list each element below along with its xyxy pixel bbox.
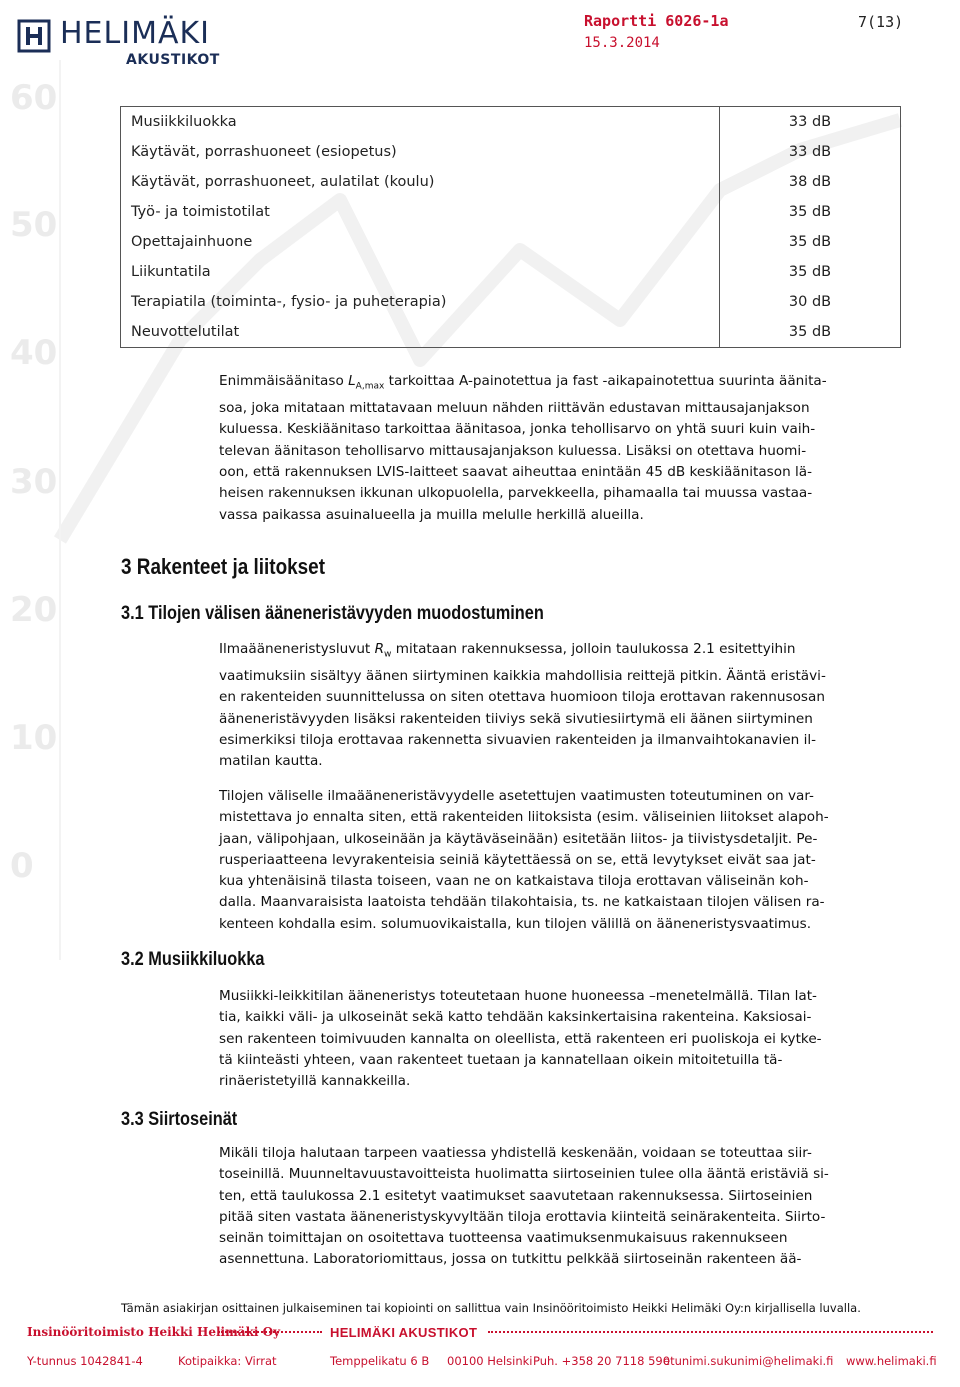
symbol: R: [374, 641, 385, 657]
watermark-number: 30: [10, 462, 58, 502]
symbol: L: [348, 373, 356, 389]
watermark-number: 60: [10, 78, 58, 118]
paragraph-line: rusperiaatteena levyrakenteisia seiniä käytettäessä on se, että levytykset eivät saa jat-: [219, 851, 816, 868]
paragraph-line: dalla. Maanvaraisista laatoista tehdään tilakohtaisia, ts. ne katkaistaan tilojen välisen ra-: [219, 894, 825, 911]
report-title: Raportti 6026-1a: [584, 12, 729, 30]
table-row: [121, 287, 901, 317]
paragraph: [219, 1143, 892, 1271]
logo-subtitle: AKUSTIKOT: [126, 52, 220, 68]
paragraph-line: soa, joka mitataan mittatavaan meluun nähden riittävän edustavan mittausajanjakson: [219, 400, 810, 417]
footer-web-link[interactable]: www.helimaki.fi: [846, 1354, 937, 1368]
text-span: mitataan rakennuksessa, jolloin taulukossa 2.1 esitettyihin: [391, 641, 796, 657]
room-type: Käytävät, porrashuoneet (esiopetus): [121, 137, 720, 167]
requirements-table: [120, 106, 901, 348]
paragraph-line: jaan, välipohjaan, ulkoseinään ja käytäväseinään) esitetään liitos- ja tiivistysdetaljit. Pe-: [219, 830, 818, 847]
paragraph-line: sen rakenteen toimivuuden kannalta on oleellista, että rakenteen eri puoliskoja ei kytke-: [219, 1030, 822, 1047]
watermark-number: 40: [10, 333, 58, 373]
paragraph-line: en rakenteiden suunnittelussa on siten otettava huomioon tiloja erottavan rakennusosan: [219, 689, 825, 706]
subsection-heading: 3.2 Musiikkiluokka: [121, 949, 265, 970]
paragraph-line: oon, että rakennuksen LVIS-laitteet saavat aiheuttaa enintään 45 dB keskiäänitason lä-: [219, 463, 813, 480]
table-row: [121, 257, 901, 287]
room-type: Liikuntatila: [121, 257, 720, 287]
subscript: A,max: [355, 381, 385, 392]
paragraph-line: televan äänitason tehollisarvo mittausajanjakson kuluessa. Lisäksi on otettava huomi-: [219, 442, 807, 459]
paragraph-line: [219, 639, 892, 666]
table-row: [121, 167, 901, 197]
paragraph-line: ten, että taulukossa 2.1 esitetyt vaatimukset saavutetaan rakennuksessa. Siirtoseinien: [219, 1187, 813, 1204]
paragraph-line: tia, kaikki väli- ja ulkoseinät sekä katto tehdään kaksinkertaisina rakenteina. Kaksiosai-: [219, 1009, 812, 1026]
subscript: w: [384, 649, 392, 660]
footer-brand: HELIMÄKI AKUSTIKOT: [330, 1325, 478, 1340]
room-type: Käytävät, porrashuoneet, aulatilat (koulu): [121, 167, 720, 197]
paragraph: [219, 986, 892, 1092]
footer-divider: [488, 1331, 933, 1333]
subsection-heading: 3.1 Tilojen välisen ääneneristävyyden muodostuminen: [121, 603, 544, 624]
requirement-value: 35 dB: [720, 197, 901, 227]
footer-company-name: Insinööritoimisto Heikki Helimäki Oy: [27, 1325, 281, 1339]
paragraph-line: seinän toimittajan on osoitettava tuotteensa vaatimuksenmukaisuus rakennukseen: [219, 1230, 788, 1247]
table-row: [121, 137, 901, 167]
requirement-value: 33 dB: [720, 137, 901, 167]
paragraph-line: esimerkiksi tiloja erottavaa rakennetta sivuavien rakenteiden ja ilmanvaihtokanavien il-: [219, 731, 817, 748]
paragraph-line: Tilojen väliselle ilmaääneneristävyydelle asetettujen vaatimusten toteutuminen on var-: [219, 788, 814, 804]
intro-paragraph: [219, 371, 892, 526]
table-row: [121, 107, 901, 138]
footer-postal: 00100 Helsinki: [447, 1354, 533, 1368]
footer-domicile: Kotipaikka: Virrat: [178, 1354, 277, 1368]
footer-email-link[interactable]: etunimi.sukunimi@helimaki.fi: [663, 1354, 834, 1368]
text-span: Enimmäisäänitaso: [219, 373, 349, 389]
paragraph-line: heisen rakennuksen ikkunan ulkopuolella, parvekkeella, pihamaalla tai muussa vastaa-: [219, 485, 813, 502]
paragraph-line: Musiikki-leikkitilan ääneneristys toteutetaan huone huoneessa –menetelmällä. Tilan lat-: [219, 988, 817, 1004]
room-type: Opettajainhuone: [121, 227, 720, 257]
paragraph-line: toseinillä. Muunneltavuustavoitteista huolimatta siirtoseinien tulee olla ääntä eristäviä si-: [219, 1166, 829, 1183]
room-type: Neuvottelutilat: [121, 317, 720, 348]
paragraph-line: kenteen kohdalla esim. solumuovikaistalla, kun tilojen välillä on ääneneristysvaatimus.: [219, 915, 812, 932]
paragraph-line: Mikäli tiloja halutaan tarpeen vaatiessa yhdistellä keskenään, voidaan se toteuttaa siir-: [219, 1145, 812, 1161]
table-row: [121, 197, 901, 227]
table-row: [121, 317, 901, 348]
paragraph-line: [219, 371, 892, 398]
watermark-number: 10: [10, 718, 58, 758]
paragraph-line: ääneneristävyyden lisäksi rakenteiden tiiviys sekä sivutiesiirtymä eli äänen siirtyminen: [219, 710, 813, 727]
table-row: [121, 227, 901, 257]
paragraph-line: matilan kautta.: [219, 753, 323, 770]
requirement-value: 33 dB: [720, 107, 901, 138]
footer-business-id: Y-tunnus 1042841-4: [27, 1354, 143, 1368]
paragraph-line: kuluessa. Keskiäänitaso tarkoittaa äänitasoa, jonka tehollisarvo on yhtä suuri kuin vaih-: [219, 421, 816, 438]
watermark-number: 0: [10, 846, 34, 886]
paragraph-line: tä kiinteästi yhteen, vaan rakenteet tuetaan ja kannatellaan oikein mitoitetuilla tä-: [219, 1051, 783, 1068]
copyright-note: Tämän asiakirjan osittainen julkaiseminen tai kopiointi on sallittua vain Insinööritoimisto Heikki Helimäki Oy:n kirjallisella luvalla.: [121, 1301, 861, 1315]
paragraph-line: vassa paikassa asuinalueella ja muilla melulle herkillä alueilla.: [219, 506, 644, 523]
paragraph-line: asennettuna. Laboratoriomittaus, jossa on tutkittu pelkkää siirtoseinän rakenteen ää-: [219, 1251, 802, 1268]
paragraph-line: kua yhtenäisinä tilasta toiseen, vaan ne on katkaistava tiloja erottavan väliseinän koh-: [219, 873, 809, 890]
helimaki-logo-icon: [16, 18, 52, 54]
report-date: 15.3.2014: [584, 35, 660, 51]
paragraph: [219, 786, 892, 935]
logo-wordmark: HELIMÄKI: [60, 16, 211, 51]
footer-phone: Puh. +358 20 7118 590: [533, 1354, 671, 1368]
paragraph-line: rinäeristetyillä kannakkeilla.: [219, 1073, 411, 1090]
company-logo: [16, 16, 220, 72]
paragraph-line: vaatimuksiin sisältyy äänen siirtyminen kaikkia mahdollisia reittejä pitkin. Ääntä eristävi-: [219, 668, 826, 685]
watermark-number: 20: [10, 590, 58, 630]
watermark-number: 50: [10, 205, 58, 245]
paragraph: [219, 639, 892, 773]
requirement-value: 30 dB: [720, 287, 901, 317]
requirement-value: 35 dB: [720, 317, 901, 348]
room-type: Työ- ja toimistotilat: [121, 197, 720, 227]
footer-address: Temppelikatu 6 B: [330, 1354, 430, 1368]
requirement-value: 38 dB: [720, 167, 901, 197]
text-span: Ilmaääneneristysluvut: [219, 641, 375, 657]
text-span: tarkoittaa A-painotettua ja fast -aikapainotettua suurinta äänita-: [384, 373, 827, 389]
room-type: Terapiatila (toiminta-, fysio- ja puheterapia): [121, 287, 720, 317]
page-number: 7(13): [858, 13, 904, 31]
room-type: Musiikkiluokka: [121, 107, 720, 138]
requirement-value: 35 dB: [720, 227, 901, 257]
paragraph-line: mistettava jo ennalta siten, että rakenteiden liitoksista (esim. väliseinien liitokset alapoh-: [219, 809, 829, 826]
paragraph-line: pitää siten vastata ääneneristyskyvyltään tiloja erottavia kiinteitä seinärakenteita. Siirto-: [219, 1208, 826, 1225]
footer-divider: [218, 1331, 322, 1333]
section-heading: 3 Rakenteet ja liitokset: [121, 554, 326, 579]
requirement-value: 35 dB: [720, 257, 901, 287]
subsection-heading: 3.3 Siirtoseinät: [121, 1109, 238, 1130]
